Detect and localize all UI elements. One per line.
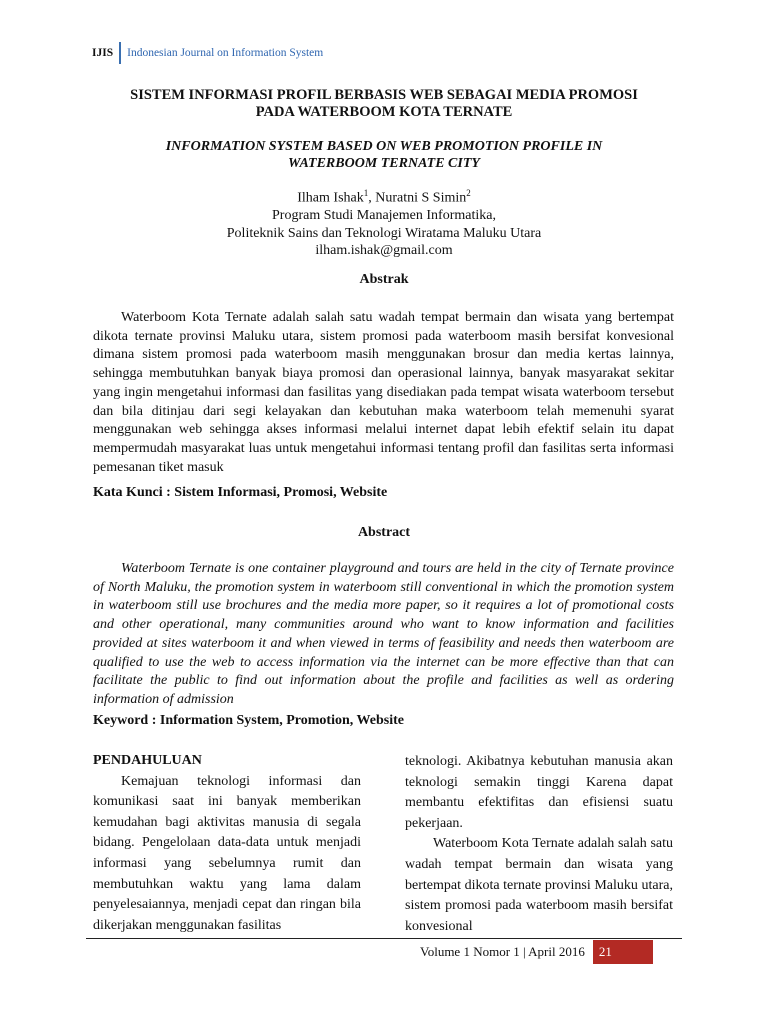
- author-1: Ilham Ishak: [297, 190, 364, 206]
- footer-divider: [86, 938, 682, 939]
- header-divider: [119, 42, 121, 64]
- body-paragraph: Kemajuan teknologi informasi dan komunikasi saat ini banyak memberikan kemudahan bagi aktivitas manusia di segala bidang. Pengelolaan data-data untuk menjadi informasi yang sebelumnya rumit dan membutuhkan waktu yang lama dalam penyelesaiannya, menjadi cepat dan ringan bila dikerjakan menggunakan fasilitas: [93, 773, 361, 933]
- abstrak-heading: Abstrak: [359, 272, 409, 287]
- footer-volume: Volume 1 Nomor 1 | April 2016: [420, 944, 585, 959]
- page-footer: [420, 940, 653, 964]
- author-program: Program Studi Manajemen Informatika,: [272, 208, 496, 224]
- abstract-text: Waterboom Ternate is one container playground and tours are held in the city of Ternate province of North Maluku, the promotion system in waterboom still conventional in which the promotion system in waterboom still use brochures and the media more paper, so it requires a lot of promotional costs and other operational, many communities around who want to know information and facilities provided at sites waterboom it and when viewed in terms of feasibility and needs then waterboom are qualified to use the web to access information via the internet can be more effective than that can facilitate the public to find out information about the profile and facilities as well as ordering information of admission: [93, 561, 674, 707]
- author-2-affiliation: 2: [466, 188, 471, 198]
- paper-title-english-line1: INFORMATION SYSTEM BASED ON WEB PROMOTION PROFILE IN: [165, 139, 603, 154]
- section-heading: PENDAHULUAN: [93, 753, 202, 768]
- author-separator: ,: [368, 190, 376, 206]
- paper-title-english: [80, 138, 688, 172]
- paper-title-line2: PADA WATERBOOM KOTA TERNATE: [255, 104, 513, 120]
- author-1-affiliation: 1: [363, 188, 369, 198]
- paper-title-english-line2: WATERBOOM TERNATE CITY: [288, 156, 480, 171]
- author-block: [80, 185, 688, 260]
- author-email: ilham.ishak@gmail.com: [315, 243, 453, 259]
- abstrak-text: Waterboom Kota Ternate adalah salah satu wadah tempat bermain dan wisata yang bertempat dikota ternate provinsi Maluku utara, sistem promosi pada waterboom masih bersifat konvesional dimana sistem promosi pada waterboom masih menggunakan brosur dan media kertas lainnya, sehingga membutuhkan banyak biaya promosi dan operasional lainnya, banyak masyarakat sekitar yang ingin mengetahui informasi dan fasilitas yang disediakan pada tempat wisata waterboom tersebut dan bila ditinjau dari segi kelayakan dan kebutuhan maka waterboom telah memenuhi syarat menggunakan web sehingga akses informasi melalui internet dapat lebih efektif selain itu dapat mempermudah masyarakat luas untuk mengetahui informasi tentang profil dan fasilitas serta informasi pemesanan tiket masuk: [93, 310, 674, 475]
- journal-name: Indonesian Journal on Information System: [127, 47, 324, 59]
- body-paragraph: Waterboom Kota Ternate adalah salah satu wadah tempat bermain dan wisata yang bertempat dikota ternate provinsi Maluku utara, sistem promosi pada waterboom masih bersifat konvesional: [405, 836, 673, 934]
- journal-header: [92, 42, 323, 64]
- author-2: Nuratni S Simin: [375, 190, 467, 206]
- paper-title-line1: SISTEM INFORMASI PROFIL BERBASIS WEB SEBAGAI MEDIA PROMOSI: [130, 87, 638, 103]
- journal-abbreviation: IJIS: [92, 47, 114, 59]
- abstract-heading: Abstract: [357, 525, 411, 540]
- body-paragraph: teknologi. Akibatnya kebutuhan manusia akan teknologi semakin tinggi Karena dapat membantu efektifitas dan efisiensi suatu pekerjaan.: [405, 754, 673, 831]
- author-institution: Politeknik Sains dan Teknologi Wiratama Maluku Utara: [226, 225, 542, 241]
- body-column-left: [93, 751, 361, 936]
- paper-title: [80, 87, 688, 121]
- abstract-keywords: Keyword : Information System, Promotion, Website: [93, 713, 404, 728]
- abstrak-keywords: Kata Kunci : Sistem Informasi, Promosi, Website: [93, 485, 388, 500]
- body-column-right: [405, 752, 673, 937]
- page-number: 21: [593, 940, 653, 964]
- author-names: [80, 185, 688, 207]
